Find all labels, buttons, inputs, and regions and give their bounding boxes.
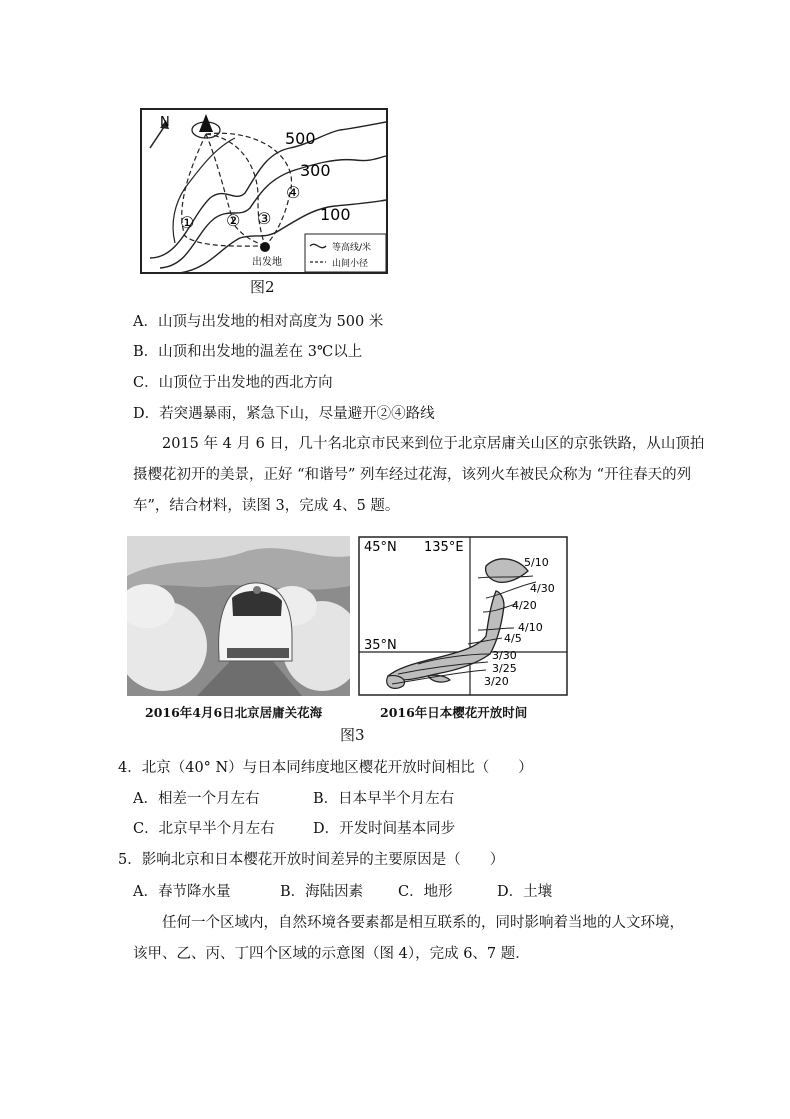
passage1-line3: 车”，结合材料，读图 3，完成 4、5 题。 [133, 498, 400, 514]
route-label-4: ④ [286, 183, 301, 202]
date-label-4-20: 4/20 [512, 599, 537, 612]
passage1-line2: 摄樱花初开的美景，正好 “和谐号” 列车经过花海，该列火车被民众称为 “开往春天的列 [133, 467, 692, 483]
figure3-photo-caption: 2016年4月6日北京居庸关花海 [145, 705, 323, 720]
legend-trail: 山间小径 [332, 259, 369, 269]
q5-stem: 5．影响北京和日本樱花开放时间差异的主要原因是（ ） [118, 852, 505, 868]
north-label: N [160, 115, 170, 130]
passage2-line1: 任何一个区域内，自然环境各要素都是相互联系的，同时影响着当地的人文环境， [162, 915, 684, 931]
contour-label-300: 300 [300, 161, 331, 180]
route-label-2: ② [226, 211, 241, 230]
date-label-3-20: 3/20 [484, 675, 509, 688]
contour-label-500: 500 [285, 129, 316, 148]
legend-contour: 等高线/米 [332, 243, 372, 253]
q4-option-c: C．北京早半个月左右 [133, 821, 275, 837]
route-label-3: ③ [257, 209, 272, 228]
q4-option-b: B．日本早半个月左右 [313, 791, 455, 807]
date-label-4-10: 4/10 [518, 621, 543, 634]
figure3-caption: 图3 [340, 726, 365, 744]
figure3-train-photo [127, 536, 350, 696]
figure2-contour-map [140, 108, 388, 274]
q3-option-b: B．山顶和出发地的温差在 3℃以上 [133, 344, 363, 360]
q4-option-a: A．相差一个月左右 [133, 791, 260, 807]
lat-35-label: 35°N [364, 638, 397, 653]
date-label-4-5: 4/5 [504, 632, 522, 645]
q3-option-a: A．山顶与出发地的相对高度为 500 米 [133, 314, 384, 330]
figure3-japan-map [358, 536, 568, 696]
date-label-4-30: 4/30 [530, 582, 555, 595]
q5-option-a: A．春节降水量 [133, 884, 231, 900]
q4-option-d: D．开发时间基本同步 [313, 821, 456, 837]
passage2-line2: 该甲、乙、丙、丁四个区域的示意图（图 4），完成 6、7 题． [133, 946, 530, 962]
q5-option-c: C．地形 [398, 884, 453, 900]
q5-option-b: B．海陆因素 [280, 884, 364, 900]
route-label-1: ① [180, 213, 195, 232]
contour-label-100: 100 [320, 205, 351, 224]
q3-option-c: C．山顶位于出发地的西北方向 [133, 375, 333, 391]
date-label-3-25: 3/25 [492, 662, 517, 675]
q4-stem: 4．北京（40° N）与日本同纬度地区樱花开放时间相比（ ） [118, 760, 533, 776]
figure3-map-caption: 2016年日本樱花开放时间 [380, 705, 528, 720]
date-label-5-10: 5/10 [524, 556, 549, 569]
figure2-caption: 图2 [250, 278, 275, 296]
start-label: 出发地 [252, 257, 282, 268]
lat-45-label: 45°N [364, 540, 397, 555]
q5-option-d: D．土壤 [497, 884, 553, 900]
q3-option-d: D．若突遇暴雨，紧急下山，尽量避开②④路线 [133, 406, 435, 422]
lon-135-label: 135°E [424, 540, 464, 555]
passage1-line1: 2015 年 4 月 6 日，几十名北京市民来到位于北京居庸关山区的京张铁路，从山顶拍 [162, 436, 705, 452]
date-label-3-30: 3/30 [492, 649, 517, 662]
